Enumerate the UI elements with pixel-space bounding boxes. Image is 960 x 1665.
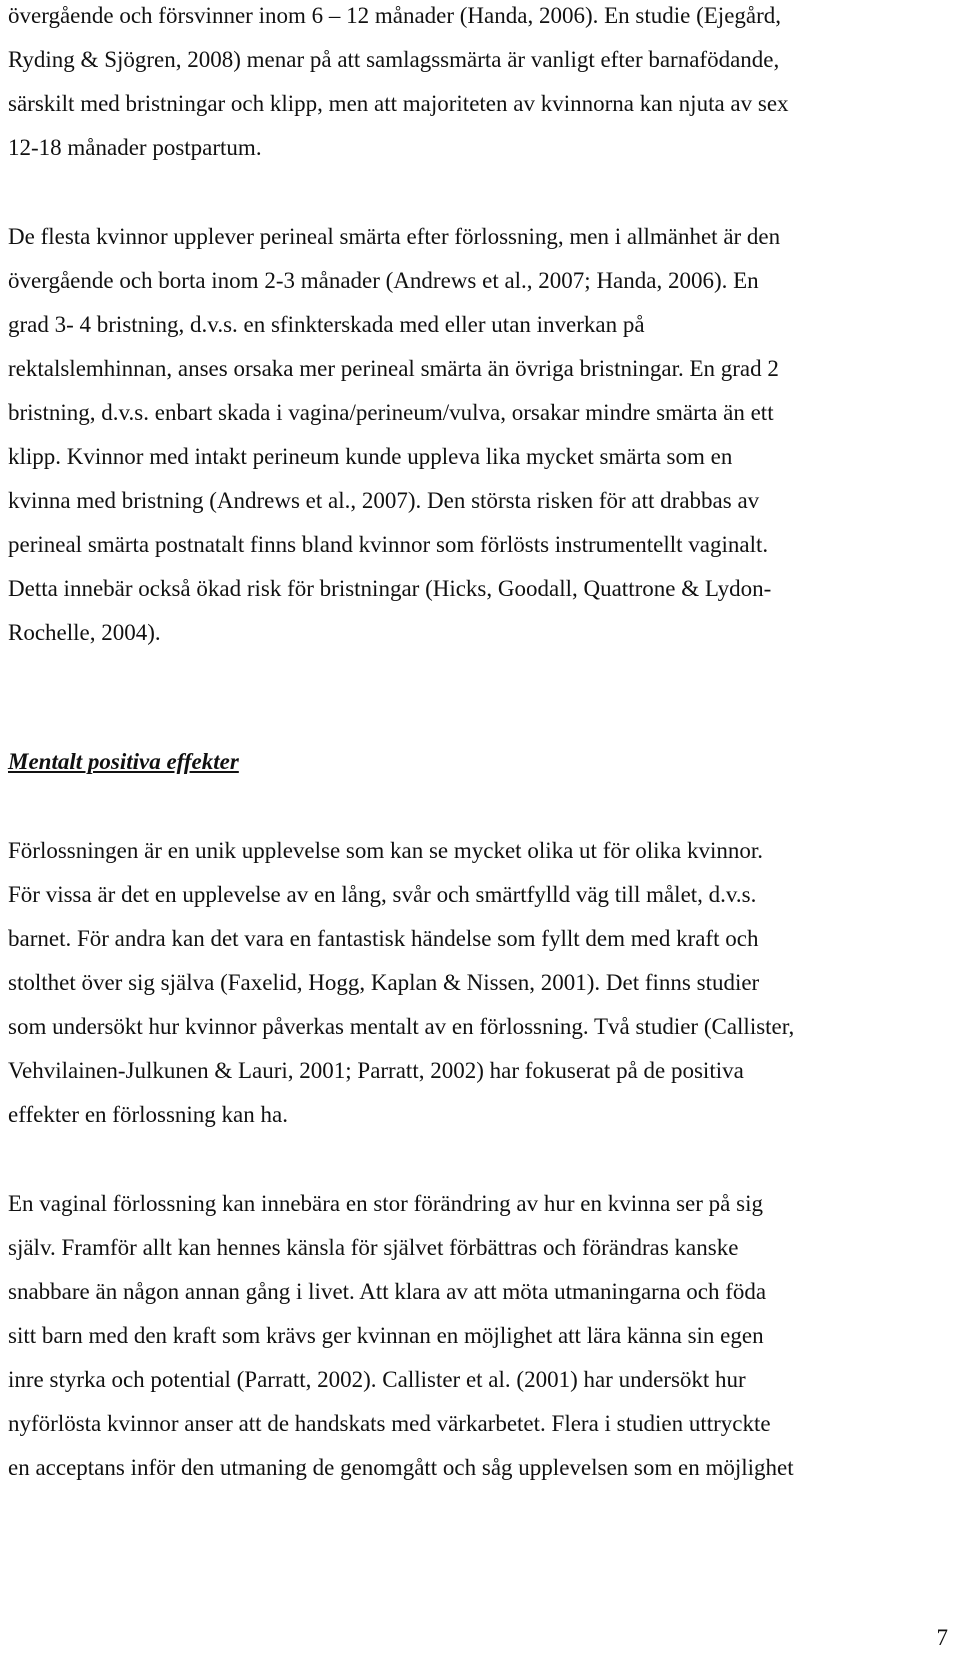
text-line: perineal smärta postnatalt finns bland kvinnor som förlösts instrumentellt vaginalt. [8, 532, 769, 557]
text-line: 12-18 månader postpartum. [8, 135, 262, 160]
text-line: effekter en förlossning kan ha. [8, 1102, 288, 1127]
text-line: Förlossningen är en unik upplevelse som kan se mycket olika ut för olika kvinnor. [8, 838, 764, 863]
text-line: nyförlösta kvinnor anser att de handskats med värkarbetet. Flera i studien uttryckte [8, 1411, 771, 1436]
text-line: rektalslemhinnan, anses orsaka mer perineal smärta än övriga bristningar. En grad 2 [8, 356, 779, 381]
text-line: bristning, d.v.s. enbart skada i vagina/perineum/vulva, orsakar mindre smärta än ett [8, 400, 774, 425]
section-heading: Mentalt positiva effekter [8, 749, 239, 774]
text-line: stolthet över sig själva (Faxelid, Hogg, Kaplan & Nissen, 2001). Det finns studier [8, 970, 760, 995]
page-number: 7 [936, 1625, 948, 1650]
text-line: särskilt med bristningar och klipp, men att majoriteten av kvinnorna kan njuta av sex [8, 91, 789, 116]
text-line: En vaginal förlossning kan innebära en stor förändring av hur en kvinna ser på sig [8, 1191, 763, 1216]
text-line: För vissa är det en upplevelse av en lång, svår och smärtfylld väg till målet, d.v.s. [8, 882, 757, 907]
text-line: själv. Framför allt kan hennes känsla för självet förbättras och förändras kanske [8, 1235, 739, 1260]
text-line: grad 3- 4 bristning, d.v.s. en sfinkterskada med eller utan inverkan på [8, 312, 645, 337]
text-line: Detta innebär också ökad risk för bristningar (Hicks, Goodall, Quattrone & Lydon- [8, 576, 772, 601]
text-line: inre styrka och potential (Parratt, 2002). Callister et al. (2001) har undersökt hur [8, 1367, 746, 1392]
text-line: som undersökt hur kvinnor påverkas mentalt av en förlossning. Två studier (Callister, [8, 1014, 795, 1039]
text-line: klipp. Kvinnor med intakt perineum kunde uppleva lika mycket smärta som en [8, 444, 733, 469]
text-line: Rochelle, 2004). [8, 620, 161, 645]
text-line: Vehvilainen-Julkunen & Lauri, 2001; Parratt, 2002) har fokuserat på de positiva [8, 1058, 744, 1083]
text-line: Ryding & Sjögren, 2008) menar på att samlagssmärta är vanligt efter barnafödande, [8, 47, 780, 72]
text-line: kvinna med bristning (Andrews et al., 2007). Den största risken för att drabbas av [8, 488, 760, 513]
text-line: barnet. För andra kan det vara en fantastisk händelse som fyllt dem med kraft och [8, 926, 759, 951]
text-line: De flesta kvinnor upplever perineal smärta efter förlossning, men i allmänhet är den [8, 224, 781, 249]
text-line: en acceptans inför den utmaning de genomgått och såg upplevelsen som en möjlighet [8, 1455, 794, 1480]
text-line: sitt barn med den kraft som krävs ger kvinnan en möjlighet att lära känna sin egen [8, 1323, 764, 1348]
text-line: snabbare än någon annan gång i livet. Att klara av att möta utmaningarna och föda [8, 1279, 767, 1304]
text-line: övergående och försvinner inom 6 – 12 månader (Handa, 2006). En studie (Ejegård, [8, 3, 782, 28]
text-line: övergående och borta inom 2-3 månader (Andrews et al., 2007; Handa, 2006). En [8, 268, 759, 293]
